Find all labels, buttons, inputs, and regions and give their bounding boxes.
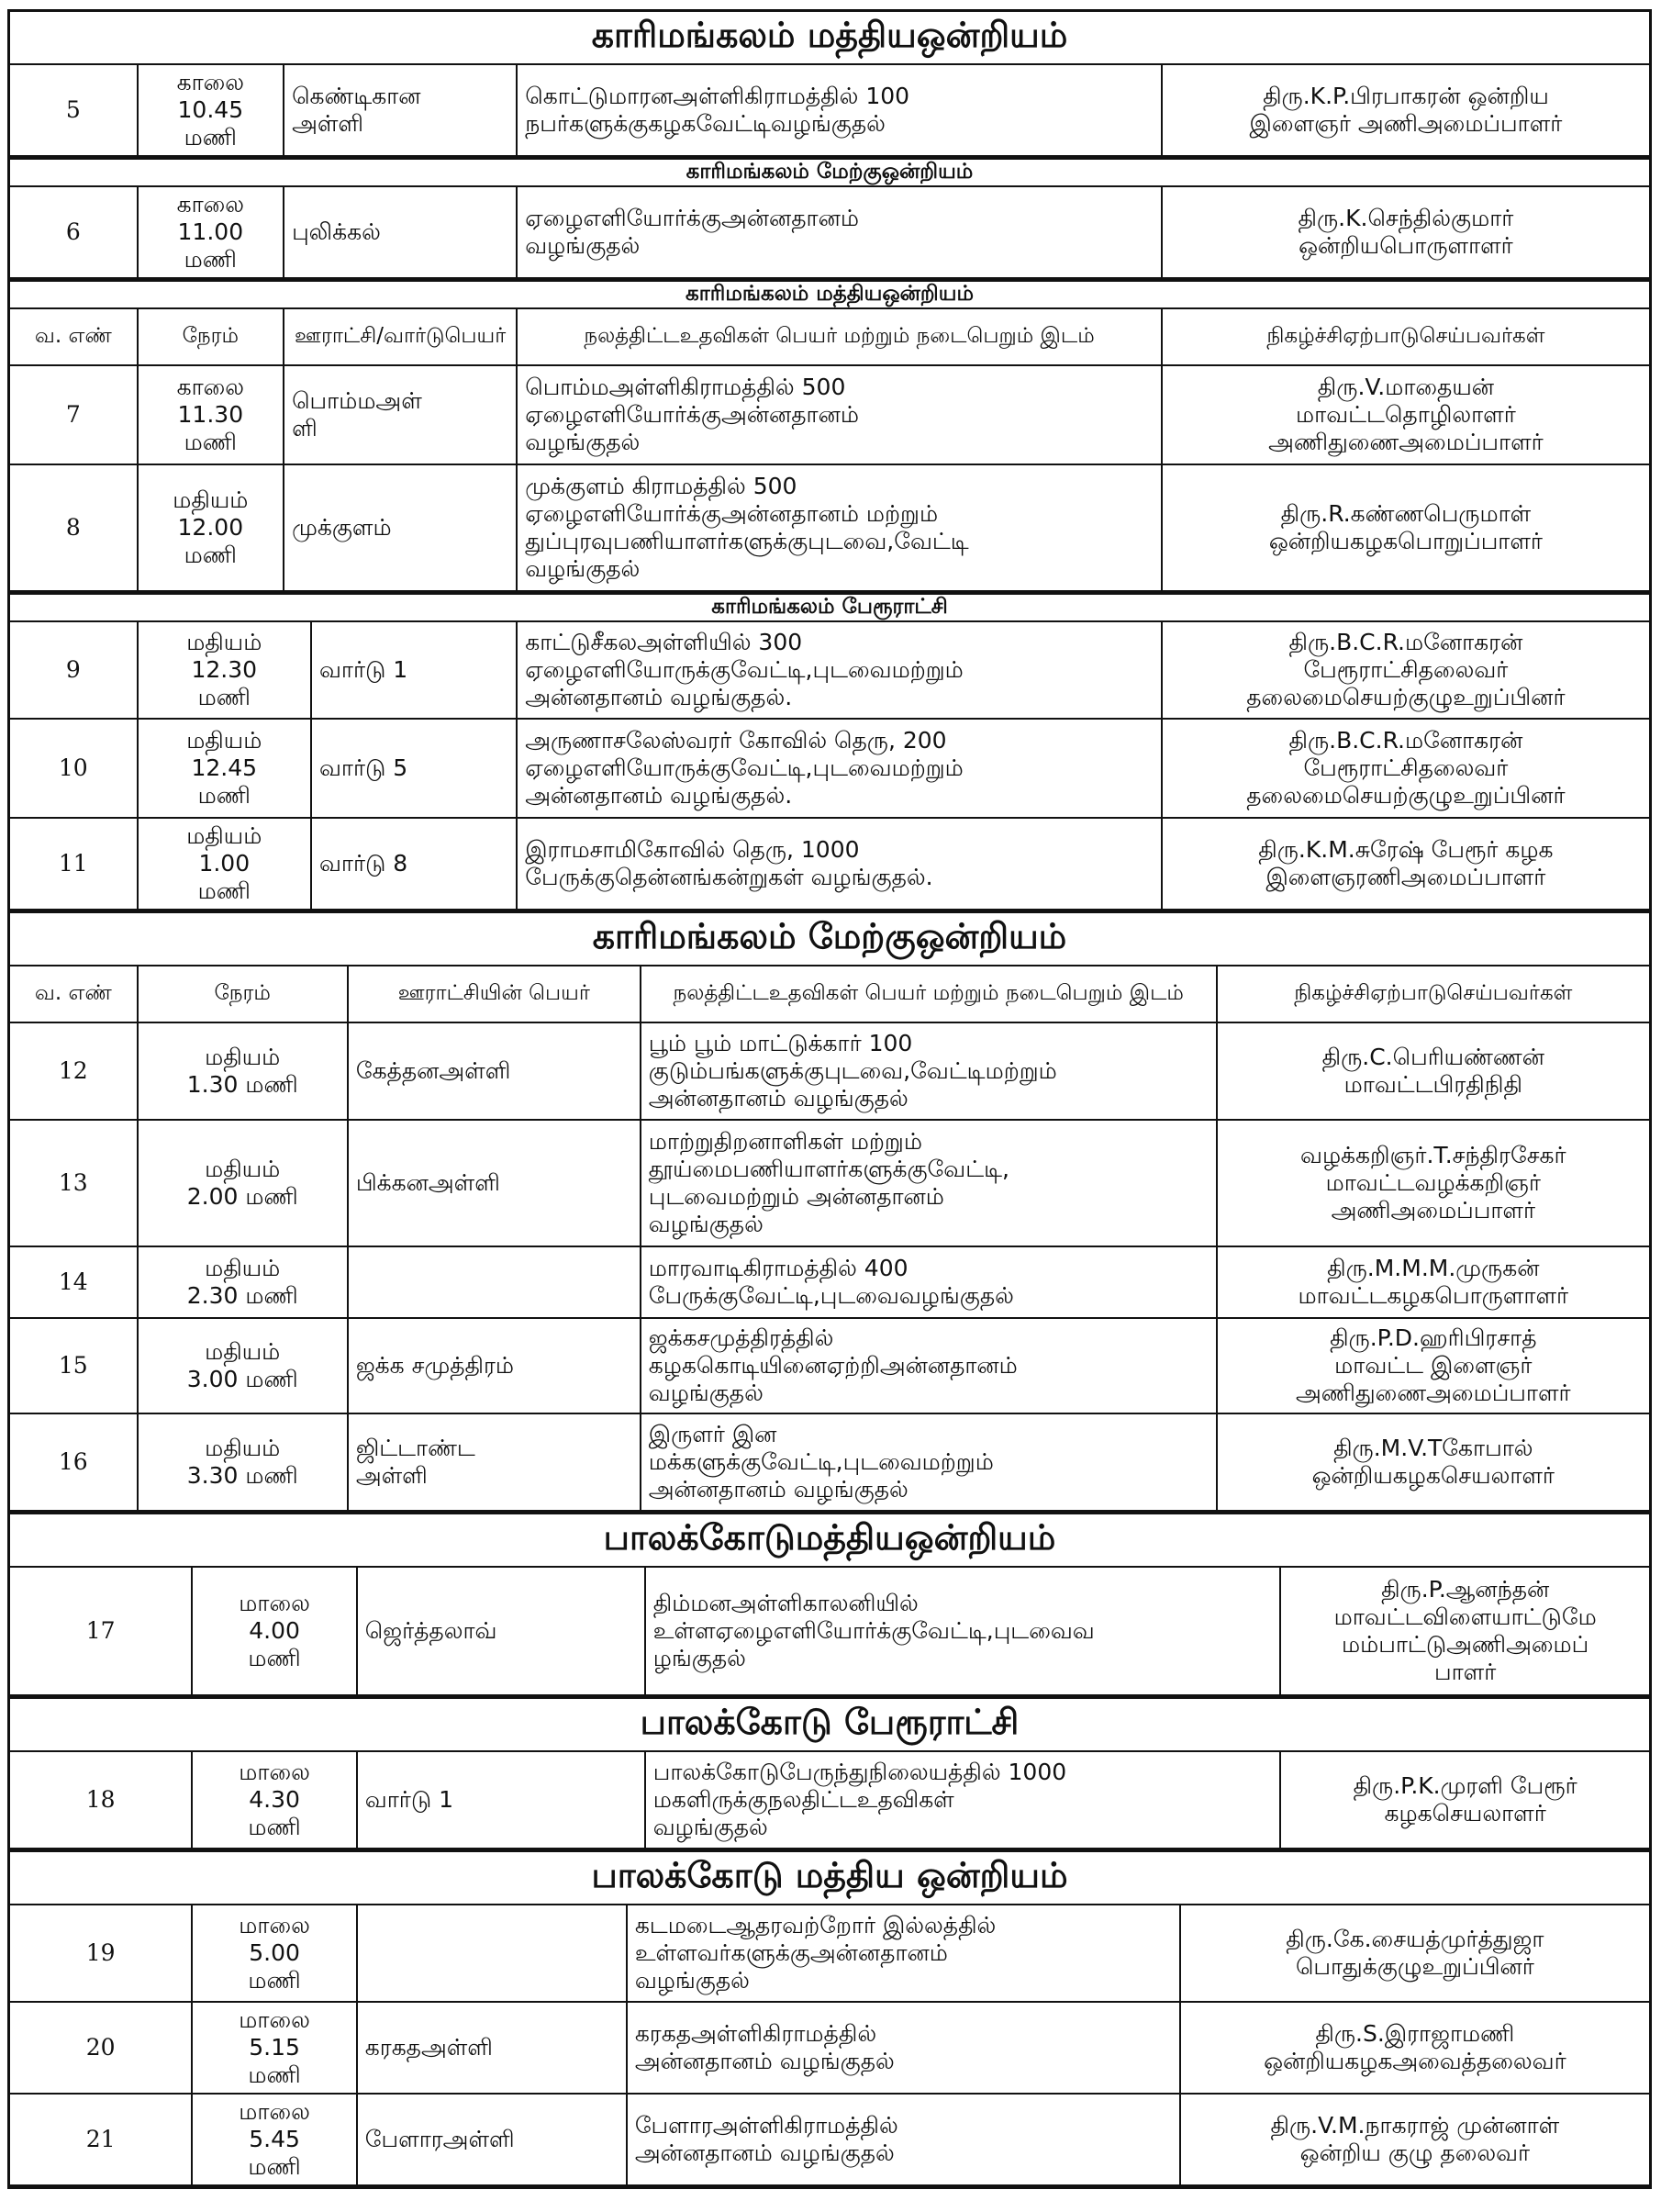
column-header: நலத்திட்டஉதவிகள் பெயர் மற்றும் நடைபெறும் இடம் <box>641 966 1218 1022</box>
serial-number: 17 <box>10 1568 193 1694</box>
table-row <box>10 1414 1649 1512</box>
event-time-line: மணி <box>184 124 237 151</box>
event-description-line: பாலக்கோடுபேருந்துநிலையத்தில் 1000 <box>652 1759 1067 1785</box>
event-time-line: மணி <box>184 542 237 568</box>
event-description-line: மாற்றுதிறனாளிகள் மற்றும் <box>648 1128 922 1155</box>
event-description-line: இருளர் இன <box>648 1421 777 1447</box>
section-block <box>7 1849 1652 2189</box>
event-time-line: மதியம் <box>205 1338 281 1365</box>
organizer-line: திரு.P.ஆனந்தன் <box>1381 1576 1550 1603</box>
venue-name <box>349 1023 641 1119</box>
table-row <box>10 622 1649 720</box>
event-description-line: வழங்குதல் <box>648 1211 764 1237</box>
venue-name <box>312 819 518 909</box>
organizer <box>1218 1319 1649 1413</box>
event-time-line: மாலை <box>239 1912 310 1938</box>
section-block <box>7 1512 1652 1696</box>
event-time-line: காலை <box>176 374 245 400</box>
organizer-line: மாவட்டகழகபொருளாளர் <box>1298 1282 1569 1309</box>
event-time-line: மதியம் <box>205 1435 281 1461</box>
event-description-line: அன்னதானம் வழங்குதல் <box>648 1476 909 1503</box>
table-row <box>10 1905 1649 2003</box>
venue-name-line: கேத்தனஅள்ளி <box>355 1057 511 1084</box>
event-time <box>193 1568 357 1694</box>
event-description <box>641 1319 1218 1413</box>
event-description <box>518 720 1163 817</box>
serial-number: 15 <box>10 1319 139 1413</box>
event-description-line: வழங்குதல் <box>525 232 641 259</box>
column-header-row <box>10 966 1649 1023</box>
organizer-line: மம்பாட்டுஅணிஅமைப் <box>1342 1631 1589 1658</box>
organizer-line: வழக்கறிஞர்.T.சந்திரசேகர் <box>1300 1142 1566 1168</box>
event-description-line: பொம்மஅள்ளிகிராமத்தில் 500 <box>525 374 846 400</box>
event-time <box>139 819 312 909</box>
event-time <box>193 2003 357 2093</box>
organizer <box>1163 465 1649 590</box>
event-time-line: 5.45 <box>249 2126 300 2152</box>
organizer-line: இளைஞரணிஅமைப்பாளர் <box>1265 864 1546 890</box>
event-time-line: 1.00 <box>198 850 251 877</box>
event-time-line: காலை <box>176 191 245 218</box>
event-description-line: ஏழைஎளியோர்க்குஅன்னதானம் <box>525 401 859 428</box>
organizer <box>1281 1752 1649 1848</box>
event-description-line: தூய்மைபணியாளர்களுக்குவேட்டி, <box>648 1156 1009 1182</box>
section-title: பாலக்கோடு பேரூராட்சி <box>10 1699 1649 1752</box>
event-time-line: 11.00 <box>177 218 244 245</box>
event-description <box>628 1905 1181 2001</box>
event-description-line: வழங்குதல் <box>525 555 641 582</box>
event-time-line: மணி <box>248 1645 301 1671</box>
table-row <box>10 465 1649 592</box>
table-row <box>10 1247 1649 1319</box>
event-description-line: ஏழைஎளியோர்க்குஅன்னதானம் <box>525 205 859 231</box>
organizer-line: தலைமைசெயற்குழுஉறுப்பினர் <box>1246 782 1566 809</box>
organizer-line: ஒன்றியகழகபொறுப்பாளர் <box>1268 528 1543 554</box>
column-header: நலத்திட்டஉதவிகள் பெயர் மற்றும் நடைபெறும் இடம் <box>518 309 1163 364</box>
venue-name <box>312 622 518 718</box>
organizer <box>1218 1121 1649 1246</box>
venue-name <box>349 1414 641 1510</box>
event-description <box>518 187 1163 277</box>
venue-name-line: கெண்டிகான <box>292 83 421 109</box>
event-description-line: ஏழைஎளியோருக்குவேட்டி,புடவைமற்றும் <box>525 656 964 683</box>
organizer <box>1163 720 1649 817</box>
event-time-line: மதியம் <box>205 1255 281 1281</box>
event-description-line: ஜக்கசமுத்திரத்தில் <box>648 1324 834 1351</box>
organizer-line: திரு.K.செந்தில்குமார் <box>1298 205 1514 231</box>
organizer-line: பேரூராட்சிதலைவர் <box>1303 754 1509 781</box>
venue-name <box>284 187 518 277</box>
section-block <box>7 1696 1652 1849</box>
serial-number: 11 <box>10 819 139 909</box>
event-time-line: மாலை <box>239 2006 310 2033</box>
organizer-line: திரு.M.V.Tகோபால் <box>1333 1435 1533 1461</box>
section-title: பாலக்கோடுமத்தியஒன்றியம் <box>10 1514 1649 1568</box>
venue-name-line: முக்குளம் <box>292 514 392 541</box>
event-time-line: 4.00 <box>249 1617 300 1644</box>
event-description <box>518 65 1163 155</box>
event-description-line: கடமடைஆதரவற்றோர் இல்லத்தில் <box>634 1912 997 1938</box>
event-description-line: புடவைமற்றும் அன்னதானம் <box>648 1183 944 1210</box>
venue-name-line: வார்டு 5 <box>318 754 408 781</box>
serial-number: 20 <box>10 2003 193 2093</box>
event-time-line: மாலை <box>239 1590 310 1616</box>
event-time <box>193 2095 357 2184</box>
venue-name <box>358 1568 646 1694</box>
organizer-line: அணிஅமைப்பாளர் <box>1331 1197 1536 1223</box>
venue-name <box>358 2095 628 2184</box>
venue-name-line: வார்டு 8 <box>318 850 408 877</box>
event-time <box>139 720 312 817</box>
event-time-line: மணி <box>248 2061 301 2088</box>
event-time-line: மதியம் <box>186 727 262 754</box>
column-header: நிகழ்ச்சிஏற்பாடுசெய்பவர்கள் <box>1294 981 1573 1006</box>
event-time-line: மணி <box>248 1967 301 1994</box>
event-time-line: 3.00 மணி <box>186 1366 298 1392</box>
table-row <box>10 2003 1649 2095</box>
venue-name <box>358 1905 628 2001</box>
event-time <box>139 1247 349 1317</box>
organizer-line: மாவட்டவழக்கறிஞர் <box>1325 1169 1541 1196</box>
event-time-line: 2.30 மணி <box>186 1282 298 1309</box>
event-description-line: பூம் பூம் மாட்டுக்கார் 100 <box>648 1030 913 1056</box>
column-header: ஊராட்சியின் பெயர் <box>349 966 641 1022</box>
event-time-line: மணி <box>184 429 237 455</box>
table-row <box>10 1121 1649 1247</box>
event-description-line: திம்மனஅள்ளிகாலனியில் <box>652 1590 919 1616</box>
event-description <box>641 1023 1218 1119</box>
event-time <box>139 366 285 464</box>
venue-name-line: பேளாரஅள்ளி <box>364 2126 515 2152</box>
event-time-line: 1.30 மணி <box>186 1071 298 1098</box>
event-time <box>139 1319 349 1413</box>
organizer-line: திரு.V.மாதையன் <box>1317 374 1495 400</box>
table-row <box>10 819 1649 910</box>
table-row <box>10 187 1649 279</box>
venue-name-line: புலிக்கல் <box>292 218 381 245</box>
organizer-line: திரு.R.கண்ணபெருமாள் <box>1280 500 1532 527</box>
event-time-line: 4.30 <box>249 1786 300 1813</box>
section-block <box>7 9 1652 157</box>
venue-name-line: அள்ளி <box>355 1462 428 1489</box>
event-description-line: பேளாரஅள்ளிகிராமத்தில் <box>634 2112 898 2139</box>
event-description <box>641 1414 1218 1510</box>
organizer-line: மாவட்டதொழிலாளர் <box>1296 401 1516 428</box>
event-description-line: வழங்குதல் <box>648 1380 764 1406</box>
event-description-line: இராமசாமிகோவில் தெரு, 1000 <box>525 836 860 863</box>
event-description-line: ஏழைஎளியோருக்குவேட்டி,புடவைமற்றும் <box>525 754 964 781</box>
event-time <box>139 1414 349 1510</box>
event-description-line: அன்னதானம் வழங்குதல் <box>634 2048 895 2074</box>
organizer-line: திரு.V.M.நாகராஜ் முன்னாள் <box>1270 2112 1560 2139</box>
event-description <box>628 2095 1181 2184</box>
event-time-line: மணி <box>197 877 251 904</box>
organizer-line: அணிதுணைஅமைப்பாளர் <box>1268 429 1544 455</box>
serial-number: 21 <box>10 2095 193 2184</box>
event-description-line: பேருக்குவேட்டி,புடவைவழங்குதல் <box>648 1282 1014 1309</box>
organizer-line: திரு.M.M.M.முருகன் <box>1327 1255 1540 1281</box>
venue-name-line: பிக்கனஅள்ளி <box>355 1169 500 1196</box>
event-time-line: காலை <box>176 69 245 95</box>
event-description <box>641 1121 1218 1246</box>
venue-name-line: ஜெர்த்தலாவ் <box>364 1617 497 1644</box>
organizer-line: மாவட்ட இளைஞர் <box>1334 1352 1533 1379</box>
event-description-line: மாரவாடிகிராமத்தில் 400 <box>648 1255 909 1281</box>
organizer-line: திரு.P.K.முரளி பேரூர் <box>1353 1772 1577 1799</box>
serial-number: 5 <box>10 65 139 155</box>
event-description-line: நபர்களுக்குகழகவேட்டிவழங்குதல் <box>525 110 886 137</box>
event-description <box>628 2003 1181 2093</box>
event-time-line: மதியம் <box>205 1156 281 1182</box>
event-description-line: அன்னதானம் வழங்குதல். <box>525 684 793 710</box>
section-title: காரிமங்கலம் பேரூராட்சி <box>10 595 1649 622</box>
venue-name-line: வார்டு 1 <box>364 1786 453 1813</box>
organizer <box>1163 622 1649 718</box>
section-block <box>7 910 1652 1512</box>
event-time-line: மணி <box>184 246 237 273</box>
event-time-line: மதியம் <box>173 486 249 513</box>
organizer <box>1281 1568 1649 1694</box>
venue-name <box>358 1752 646 1848</box>
event-description-line: அருணாசலேஸ்வரர் கோவில் தெரு, 200 <box>525 727 947 754</box>
column-header: நிகழ்ச்சிஏற்பாடுசெய்பவர்கள் <box>1266 324 1545 349</box>
venue-name-line: கரகதஅள்ளி <box>364 2034 493 2061</box>
event-time-line: மாலை <box>239 1759 310 1785</box>
event-description <box>518 366 1163 464</box>
event-time <box>139 622 312 718</box>
event-description-line: அன்னதானம் வழங்குதல் <box>648 1085 909 1112</box>
section-title: காரிமங்கலம் மத்தியஒன்றியம் <box>10 282 1649 309</box>
organizer <box>1218 1023 1649 1119</box>
column-header-row <box>10 309 1649 366</box>
venue-name-line: வார்டு 1 <box>318 656 408 683</box>
organizer-line: ஒன்றியபொருளாளர் <box>1299 232 1513 259</box>
venue-name <box>349 1319 641 1413</box>
event-description-line: ழங்குதல் <box>652 1645 746 1671</box>
organizer-line: பொதுக்குழுஉறுப்பினர் <box>1295 1953 1534 1980</box>
organizer <box>1181 2095 1649 2184</box>
organizer-line: ஒன்றியகழகஅவைத்தலைவர் <box>1264 2048 1566 2074</box>
event-description-line: மக்களுக்குவேட்டி,புடவைமற்றும் <box>648 1448 994 1475</box>
event-time-line: மணி <box>248 1814 301 1840</box>
event-time-line: மதியம் <box>186 629 262 655</box>
venue-name <box>284 465 518 590</box>
table-row <box>10 720 1649 819</box>
organizer <box>1218 1247 1649 1317</box>
organizer-line: மாவட்டபிரதிநிதி <box>1343 1071 1522 1098</box>
event-description-line: காட்டுசீகலஅள்ளியில் 300 <box>525 629 803 655</box>
table-row <box>10 65 1649 157</box>
serial-number: 7 <box>10 366 139 464</box>
event-time-line: 2.00 மணி <box>186 1183 298 1210</box>
event-description <box>646 1752 1282 1848</box>
column-header: வ. எண் <box>10 309 139 364</box>
event-time-line: மணி <box>248 2153 301 2180</box>
organizer-line: திரு.K.M.சுரேஷ் பேரூர் கழக <box>1258 836 1554 863</box>
organizer <box>1163 65 1649 155</box>
event-time-line: 12.00 <box>177 514 244 541</box>
section-title: காரிமங்கலம் மேற்குஒன்றியம் <box>10 160 1649 187</box>
event-description-line: வழங்குதல் <box>652 1814 768 1840</box>
event-description-line: கரகதஅள்ளிகிராமத்தில் <box>634 2020 877 2047</box>
serial-number: 19 <box>10 1905 193 2001</box>
venue-name-line: அள்ளி <box>292 110 364 137</box>
venue-name-line: ளி <box>292 415 318 441</box>
venue-name <box>349 1247 641 1317</box>
serial-number: 14 <box>10 1247 139 1317</box>
section-title: பாலக்கோடு மத்திய ஒன்றியம் <box>10 1852 1649 1905</box>
column-header: நேரம் <box>139 309 285 364</box>
event-description-line: முக்குளம் கிராமத்தில் 500 <box>525 473 797 499</box>
event-description-line: மகளிருக்குநலதிட்டஉதவிகள் <box>652 1786 954 1813</box>
event-description-line: கழககொடியினைஏற்றிஅன்னதானம் <box>648 1352 1018 1379</box>
event-description <box>518 465 1163 590</box>
event-description-line: அன்னதானம் வழங்குதல் <box>634 2139 895 2166</box>
event-time <box>193 1752 357 1848</box>
event-description <box>641 1247 1218 1317</box>
organizer-line: திரு.கே.சையத்முர்த்துஜா <box>1286 1926 1544 1952</box>
event-time-line: மதியம் <box>186 822 262 849</box>
event-description-line: வழங்குதல் <box>525 429 641 455</box>
organizer-line: திரு.K.P.பிரபாகரன் ஒன்றிய <box>1263 83 1549 109</box>
schedule-table <box>7 9 1652 2189</box>
table-row <box>10 1319 1649 1414</box>
serial-number: 13 <box>10 1121 139 1246</box>
organizer <box>1163 819 1649 909</box>
event-description-line: உள்ளவர்களுக்குஅன்னதானம் <box>634 1939 948 1966</box>
organizer-line: கழகசெயலாளர் <box>1384 1800 1546 1827</box>
event-time-line: 10.45 <box>177 96 244 123</box>
organizer-line: இளைஞர் அணிஅமைப்பாளர் <box>1249 110 1563 137</box>
table-row <box>10 1752 1649 1849</box>
organizer-line: பேரூராட்சிதலைவர் <box>1303 656 1509 683</box>
event-time-line: 11.30 <box>177 401 244 428</box>
serial-number: 9 <box>10 622 139 718</box>
organizer-line: திரு.P.D.ஹரிபிரசாத் <box>1330 1324 1537 1351</box>
event-time-line: 12.30 <box>191 656 258 683</box>
serial-number: 10 <box>10 720 139 817</box>
event-time <box>139 1121 349 1246</box>
organizer-line: மாவட்டவிளையாட்டுமே <box>1333 1603 1597 1630</box>
venue-name-line: பொம்மஅள் <box>292 387 422 414</box>
event-description-line: அன்னதானம் வழங்குதல். <box>525 782 793 809</box>
serial-number: 6 <box>10 187 139 277</box>
section-block <box>7 157 1652 279</box>
event-time-line: 3.30 மணி <box>186 1462 298 1489</box>
event-description-line: குடும்பங்களுக்குபுடவை,வேட்டிமற்றும் <box>648 1057 1057 1084</box>
event-time <box>139 65 285 155</box>
organizer-line: திரு.B.C.R.மனோகரன் <box>1288 727 1523 754</box>
event-time <box>139 187 285 277</box>
venue-name-line: ஜிட்டாண்ட <box>355 1435 475 1461</box>
event-description-line: துப்புரவுபணியாளர்களுக்குபுடவை,வேட்டி <box>525 528 969 554</box>
organizer-line: பாளர் <box>1434 1659 1497 1685</box>
organizer <box>1163 187 1649 277</box>
event-description-line: வழங்குதல் <box>634 1967 750 1994</box>
event-description <box>646 1568 1282 1694</box>
event-time-line: 12.45 <box>191 754 258 781</box>
serial-number: 12 <box>10 1023 139 1119</box>
event-time <box>139 465 285 590</box>
venue-name <box>284 366 518 464</box>
event-description-line: பேருக்குதென்னங்கன்றுகள் வழங்குதல். <box>525 864 933 890</box>
event-time-line: 5.15 <box>249 2034 300 2061</box>
organizer <box>1163 366 1649 464</box>
event-description-line: ஏழைஎளியோர்க்குஅன்னதானம் மற்றும் <box>525 500 939 527</box>
table-row <box>10 2095 1649 2186</box>
organizer-line: திரு.C.பெரியண்ணன் <box>1321 1044 1544 1070</box>
organizer <box>1181 1905 1649 2001</box>
event-time-line: மணி <box>197 782 251 809</box>
section-block <box>7 592 1652 910</box>
organizer-line: திரு.S.இராஜாமணி <box>1315 2020 1515 2047</box>
organizer <box>1181 2003 1649 2093</box>
venue-name <box>312 720 518 817</box>
organizer-line: அணிதுணைஅமைப்பாளர் <box>1296 1380 1571 1406</box>
event-time-line: மணி <box>197 684 251 710</box>
table-row <box>10 1568 1649 1696</box>
event-time <box>139 1023 349 1119</box>
column-header: ஊராட்சி/வார்டுபெயர் <box>284 309 518 364</box>
event-description <box>518 819 1163 909</box>
event-time-line: மாலை <box>239 2098 310 2125</box>
table-row <box>10 1023 1649 1121</box>
organizer-line: ஒன்றிய குழு தலைவர் <box>1299 2139 1531 2166</box>
event-description <box>518 622 1163 718</box>
venue-name <box>349 1121 641 1246</box>
event-time <box>193 1905 357 2001</box>
event-description-line: உள்ளஏழைஎளியோர்க்குவேட்டி,புடவைவ <box>652 1617 1095 1644</box>
event-time-line: மதியம் <box>205 1044 281 1070</box>
venue-name <box>284 65 518 155</box>
section-title: காரிமங்கலம் மேற்குஒன்றியம் <box>10 913 1649 966</box>
organizer-line: திரு.B.C.R.மனோகரன் <box>1288 629 1523 655</box>
organizer-line: ஒன்றியகழகசெயலாளர் <box>1311 1462 1555 1489</box>
serial-number: 16 <box>10 1414 139 1510</box>
serial-number: 8 <box>10 465 139 590</box>
column-header: நேரம் <box>139 966 349 1022</box>
venue-name-line: ஜக்க சமுத்திரம் <box>355 1352 515 1379</box>
section-title: காரிமங்கலம் மத்தியஒன்றியம் <box>10 12 1649 65</box>
section-block <box>7 279 1652 592</box>
event-time-line: 5.00 <box>249 1939 300 1966</box>
organizer-line: தலைமைசெயற்குழுஉறுப்பினர் <box>1246 684 1566 710</box>
table-row <box>10 366 1649 465</box>
organizer <box>1218 1414 1649 1510</box>
event-description-line: கொட்டுமாரனஅள்ளிகிராமத்தில் 100 <box>525 83 910 109</box>
venue-name <box>358 2003 628 2093</box>
column-header: வ. எண் <box>10 966 139 1022</box>
serial-number: 18 <box>10 1752 193 1848</box>
